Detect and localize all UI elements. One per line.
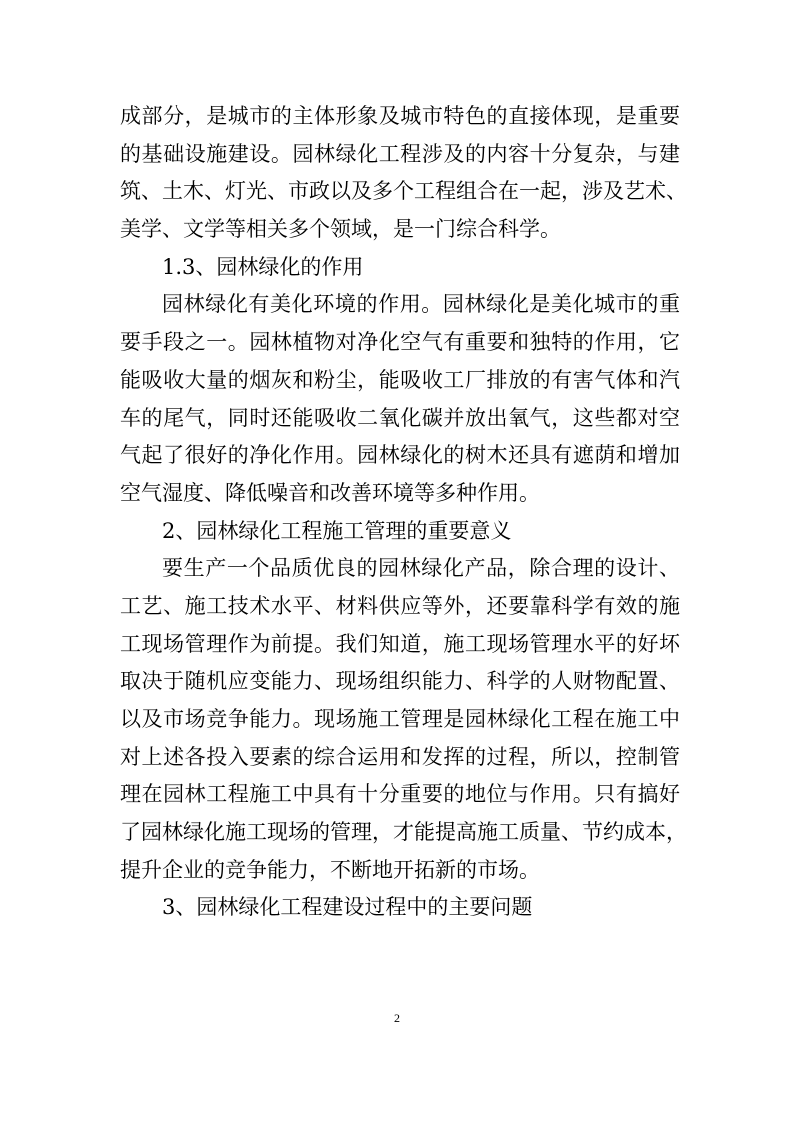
paragraph-first-line: 要生产一个品质优良的园林绿化产品，除合理的设计、 xyxy=(162,556,680,581)
body-line: 了园林绿化施工现场的管理，才能提高施工质量、节约成本， xyxy=(120,820,687,845)
body-line: 以及市场竞争能力。现场施工管理是园林绿化工程在施工中 xyxy=(120,707,680,731)
body-line: 的基础设施建设。园林绿化工程涉及的内容十分复杂，与建 xyxy=(120,141,680,166)
paragraph-last-line: 美学、文学等相关多个领域，是一门综合科学。 xyxy=(120,217,561,242)
paragraph-first-line: 园林绿化有美化环境的作用。园林绿化是美化城市的重 xyxy=(162,292,680,317)
document-page xyxy=(120,98,687,927)
body-line: 对上述各投入要素的综合运用和发挥的过程，所以，控制管 xyxy=(120,744,680,769)
body-line: 工现场管理作为前提。我们知道，施工现场管理水平的好坏 xyxy=(120,631,680,656)
page-number: 2 xyxy=(394,1011,400,1025)
body-line: 车的尾气，同时还能吸收二氧化碳并放出氧气，这些都对空 xyxy=(120,405,680,430)
body-line: 要手段之一。园林植物对净化空气有重要和独特的作用，它 xyxy=(120,330,680,355)
section-heading-3: 3、园林绿化工程建设过程中的主要问题 xyxy=(162,895,533,920)
body-line: 气起了很好的净化作用。园林绿化的树木还具有遮荫和增加 xyxy=(120,443,680,468)
body-line: 成部分，是城市的主体形象及城市特色的直接体现，是重要 xyxy=(120,104,680,128)
paragraph-last-line: 提升企业的竞争能力，不断地开拓新的市场。 xyxy=(120,857,540,882)
body-line: 理在园林工程施工中具有十分重要的地位与作用。只有搞好 xyxy=(120,782,680,807)
body-line: 取决于随机应变能力、现场组织能力、科学的人财物配置、 xyxy=(120,669,680,694)
section-heading-2: 2、园林绿化工程施工管理的重要意义 xyxy=(162,518,512,543)
body-line: 筑、土木、灯光、市政以及多个工程组合在一起，涉及艺术、 xyxy=(120,179,687,204)
body-line: 工艺、施工技术水平、材料供应等外，还要靠科学有效的施 xyxy=(120,593,680,618)
paragraph-last-line: 空气湿度、降低噪音和改善环境等多种作用。 xyxy=(120,480,540,505)
body-line: 能吸收大量的烟灰和粉尘，能吸收工厂排放的有害气体和汽 xyxy=(120,367,680,392)
section-heading-1-3: 1.3、园林绿化的作用 xyxy=(162,254,364,279)
